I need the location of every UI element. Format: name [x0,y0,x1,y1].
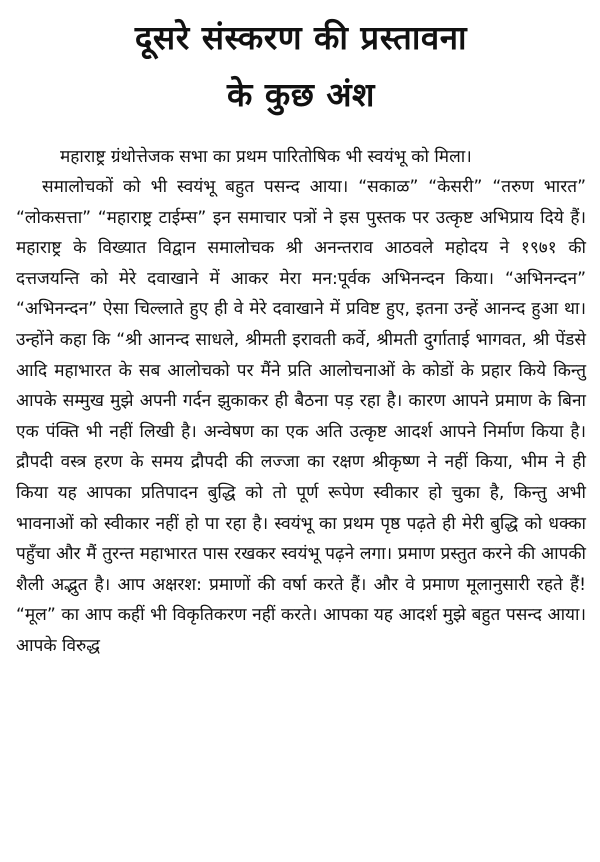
body-text [16,142,586,662]
paragraph-2: समालोचकों को भी स्वयंभू बहुत पसन्द आया। “सकाळ” “केसरी” “तरुण भारत” “लोकसत्ता” “महाराष्ट्र टाईम्स” इन समाचार पत्रों ने इस पुस्तक पर उत्कृष्ट अभिप्राय दिये हैं। महाराष्ट्र के विख्यात विद्वान समालोचक श्री अनन्तराव आठवले महोदय ने १९७१ की दत्तजयन्ति को मेरे दवाखाने में आकर मेरा मन:पूर्वक अभिनन्दन किया। “अभिनन्दन” “अभिनन्दन” ऐसा चिल्लाते हुए ही वे मेरे दवाखाने में प्रविष्ट हुए, इतना उन्हें आनन्द हुआ था। उन्होंने कहा कि “श्री आनन्द साधले, श्रीमती इरावती कर्वे, श्रीमती दुर्गाताई भागवत, श्री पेंडसे आदि महाभारत के सब आलोचको पर मैंने प्रति आलोचनाओं के कोडों के प्रहार किये किन्तु आपके सम्मुख मुझे अपनी गर्दन झुकाकर ही बैठना पड़ रहा है। कारण आपने प्रमाण के बिना एक पंक्ति भी नहीं लिखी है। अन्वेषण का एक अति उत्कृष्ट आदर्श आपने निर्माण किया है। द्रौपदी वस्त्र हरण के समय द्रौपदी की लज्जा का रक्षण श्रीकृष्ण ने नहीं किया, भीम ने ही किया यह आपका प्रतिपादन बुद्धि को तो पूर्ण रूपेण स्वीकार हो चुका है, किन्तु अभी भावनाओं को स्वीकार नहीं हो पा रहा है। स्वयंभू का प्रथम पृष्ठ पढ़ते ही मेरी बुद्धि को धक्का पहुँचा और मैं तुरन्त महाभारत पास रखकर स्वयंभू पढ़ने लगा। प्रमाण प्रस्तुत करने की आपकी शैली अद्भुत है। आप अक्षरश: प्रमाणों की वर्षा करते हैं। और वे प्रमाण मूलानुसारी रहते हैं! “मूल” का आप कहीं भी विकृतिकरण नहीं करते। आपका यह आदर्श मुझे बहुत पसन्द आया। आपके विरुद्ध [16,177,586,656]
title-line-2: के कुछ अंश [227,74,375,114]
paragraph-1: महाराष्ट्र ग्रंथोत्तेजक सभा का प्रथम पारितोषिक भी स्वयंभू को मिला। [60,146,472,167]
page-title [16,10,586,124]
title-line-1: दूसरे संस्करण की प्रस्तावना [134,18,468,57]
